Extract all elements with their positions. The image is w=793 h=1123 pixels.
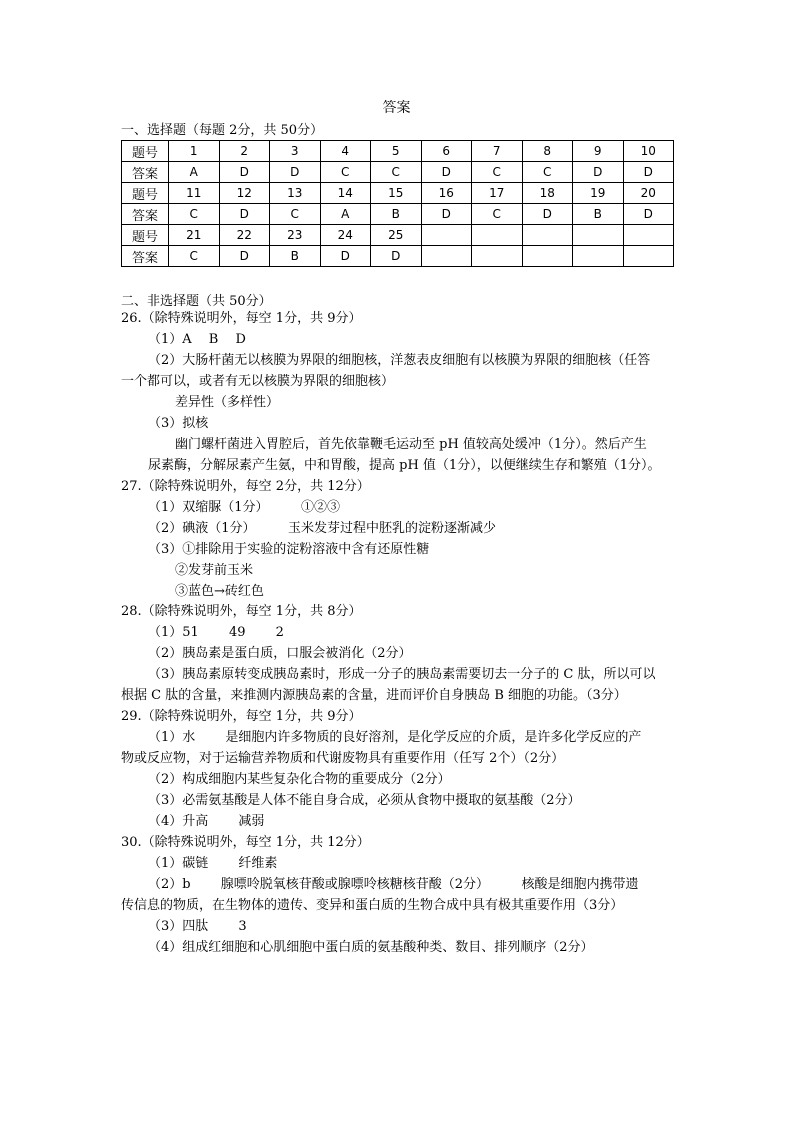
- section-nonchoice-heading: 二、非选择题（共 50分）: [121, 294, 272, 309]
- table-cell: 14: [320, 183, 371, 204]
- table-cell: A: [169, 162, 220, 183]
- table-cell: 24: [320, 225, 371, 246]
- table-cell: D: [623, 204, 674, 225]
- table-cell: D: [421, 204, 472, 225]
- table-cell: C: [169, 204, 220, 225]
- table-cell: [623, 246, 674, 267]
- row-label: 答案: [122, 204, 169, 225]
- table-cell: C: [320, 162, 371, 183]
- table-cell: D: [219, 246, 270, 267]
- table-cell: [623, 225, 674, 246]
- table-cell: 13: [270, 183, 321, 204]
- section-choice-heading: 一、选择题（每题 2分，共 50分）: [121, 123, 324, 138]
- table-cell: D: [623, 162, 674, 183]
- q30-answer-3: （3）四肽 3: [148, 919, 247, 934]
- table-cell: 7: [472, 141, 523, 162]
- table-cell: 9: [573, 141, 624, 162]
- table-row: [122, 246, 674, 267]
- table-cell: D: [320, 246, 371, 267]
- q26-answer-1: （1）A B D: [148, 332, 246, 347]
- table-cell: 2: [219, 141, 270, 162]
- table-cell: [522, 225, 573, 246]
- table-cell: D: [522, 204, 573, 225]
- table-row: [122, 183, 674, 204]
- table-cell: 18: [522, 183, 573, 204]
- row-label: 题号: [122, 141, 169, 162]
- table-cell: 10: [623, 141, 674, 162]
- table-cell: [573, 246, 624, 267]
- table-cell: B: [270, 246, 321, 267]
- table-cell: C: [169, 246, 220, 267]
- table-cell: [522, 246, 573, 267]
- q29-answer-2: （2）构成细胞内某些复杂化合物的重要成分（2分）: [148, 772, 451, 787]
- table-cell: 5: [371, 141, 422, 162]
- table-cell: C: [371, 162, 422, 183]
- q27-answer-1: （1）双缩脲（1分） ①②③: [148, 500, 341, 515]
- table-cell: 15: [371, 183, 422, 204]
- table-row: [122, 141, 674, 162]
- table-cell: 19: [573, 183, 624, 204]
- table-cell: 12: [219, 183, 270, 204]
- table-row: [122, 225, 674, 246]
- table-row: [122, 162, 674, 183]
- table-cell: [421, 225, 472, 246]
- row-label: 题号: [122, 183, 169, 204]
- table-cell: 3: [270, 141, 321, 162]
- q27-answer-3-c: ③蓝色→砖红色: [175, 584, 264, 599]
- table-cell: C: [472, 162, 523, 183]
- q26-answer-3: （3）拟核: [148, 416, 209, 431]
- table-cell: 4: [320, 141, 371, 162]
- q30-answer-2: （2）b 腺嘌呤脱氧核苷酸或腺嘌呤核糖核苷酸（2分） 核酸是细胞内携带遗: [148, 877, 639, 892]
- q27-answer-3: （3）①排除用于实验的淀粉溶液中含有还原性糖: [148, 542, 430, 557]
- table-cell: B: [573, 204, 624, 225]
- table-cell: 8: [522, 141, 573, 162]
- q29-answer-4: （4）升高 减弱: [148, 814, 265, 829]
- table-cell: 22: [219, 225, 270, 246]
- q29-heading: 29.（除特殊说明外，每空 1分，共 9分）: [121, 709, 362, 724]
- table-cell: 1: [169, 141, 220, 162]
- q30-answer-1: （1）碳链 纤维素: [148, 856, 278, 871]
- q28-heading: 28.（除特殊说明外，每空 1分，共 8分）: [121, 604, 362, 619]
- table-cell: 23: [270, 225, 321, 246]
- table-row: [122, 204, 674, 225]
- table-cell: C: [522, 162, 573, 183]
- table-cell: 25: [371, 225, 422, 246]
- answer-table: [121, 140, 674, 267]
- row-label: 题号: [122, 225, 169, 246]
- table-cell: 11: [169, 183, 220, 204]
- q27-answer-2: （2）碘液（1分） 玉米发芽过程中胚乳的淀粉逐渐减少: [148, 521, 497, 536]
- q30-heading: 30.（除特殊说明外，每空 1分，共 12分）: [121, 835, 370, 850]
- table-cell: 20: [623, 183, 674, 204]
- q30-answer-4: （4）组成红细胞和心肌细胞中蛋白质的氨基酸种类、数目、排列顺序（2分）: [148, 940, 594, 955]
- q26-answer-3-detail-cont: 尿素酶，分解尿素产生氨，中和胃酸，提高 pH 值（1分），以便继续生存和繁殖（1分）。: [148, 458, 661, 473]
- q27-heading: 27.（除特殊说明外，每空 2分，共 12分）: [121, 479, 370, 494]
- table-cell: D: [219, 162, 270, 183]
- table-cell: [421, 246, 472, 267]
- q30-answer-2-cont: 传信息的物质，在生物体的遗传、变异和蛋白质的生物合成中具有极其重要作用（3分）: [121, 898, 624, 913]
- table-cell: 21: [169, 225, 220, 246]
- q26-answer-2-extra: 差异性（多样性）: [175, 395, 280, 410]
- table-cell: D: [219, 204, 270, 225]
- row-label: 答案: [122, 162, 169, 183]
- q26-answer-2-cont: 一个都可以，或者有无以核膜为界限的细胞核）: [121, 374, 395, 389]
- table-cell: B: [371, 204, 422, 225]
- q27-answer-3-b: ②发芽前玉米: [175, 563, 254, 578]
- q26-answer-3-detail: 幽门螺杆菌进入胃腔后，首先依靠鞭毛运动至 pH 值较高处缓冲（1分）。然后产生: [175, 437, 647, 452]
- q28-answer-1: （1）51 49 2: [148, 625, 284, 640]
- table-cell: D: [371, 246, 422, 267]
- table-cell: 16: [421, 183, 472, 204]
- table-cell: C: [472, 204, 523, 225]
- table-cell: D: [270, 162, 321, 183]
- q29-answer-3: （3）必需氨基酸是人体不能自身合成，必须从食物中摄取的氨基酸（2分）: [148, 793, 581, 808]
- table-cell: D: [573, 162, 624, 183]
- table-cell: D: [421, 162, 472, 183]
- table-cell: [573, 225, 624, 246]
- q28-answer-3: （3）胰岛素原转变成胰岛素时，形成一分子的胰岛素需要切去一分子的 C 肽，所以可以: [148, 667, 656, 682]
- q29-answer-1-cont: 物或反应物，对于运输营养物质和代谢废物具有重要作用（任写 2个）（2分）: [121, 751, 565, 766]
- q26-heading: 26.（除特殊说明外，每空 1分，共 9分）: [121, 311, 362, 326]
- table-cell: 6: [421, 141, 472, 162]
- q28-answer-3-cont: 根据 C 肽的含量，来推测内源胰岛素的含量，进而评价自身胰岛 B 细胞的功能。（3分）: [121, 688, 627, 703]
- table-cell: [472, 225, 523, 246]
- q28-answer-2: （2）胰岛素是蛋白质，口服会被消化（2分）: [148, 646, 412, 661]
- table-cell: A: [320, 204, 371, 225]
- row-label: 答案: [122, 246, 169, 267]
- table-cell: C: [270, 204, 321, 225]
- q29-answer-1: （1）水 是细胞内许多物质的良好溶剂，是化学反应的介质，是许多化学反应的产: [148, 730, 642, 745]
- table-cell: [472, 246, 523, 267]
- page-title: 答案: [382, 100, 411, 116]
- q26-answer-2: （2）大肠杆菌无以核膜为界限的细胞核，洋葱表皮细胞有以核膜为界限的细胞核（任答: [148, 353, 651, 368]
- table-cell: 17: [472, 183, 523, 204]
